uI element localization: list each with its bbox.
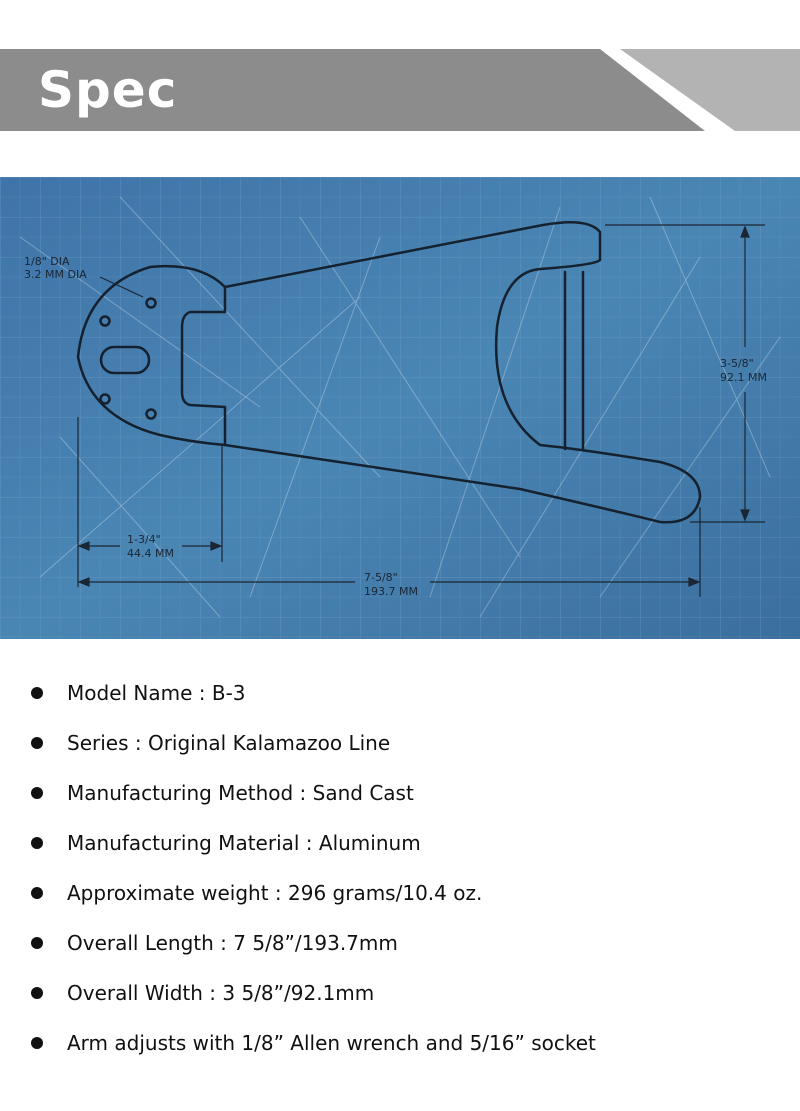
- bullet-icon: [31, 737, 43, 749]
- height-metric-label: 92.1 MM: [720, 371, 767, 384]
- spec-text: Manufacturing Material : Aluminum: [67, 831, 421, 855]
- spec-text: Model Name : B-3: [67, 681, 246, 705]
- page-title: Spec: [38, 61, 178, 119]
- spec-text: Series : Original Kalamazoo Line: [67, 731, 391, 755]
- bullet-icon: [31, 937, 43, 949]
- blueprint-diagram: [0, 177, 800, 639]
- spec-text: Arm adjusts with 1/8” Allen wrench and 5/16” socket: [67, 1031, 596, 1055]
- spec-item-method: [0, 768, 800, 818]
- spec-list: [0, 668, 800, 1068]
- hole-dia-fraction-label: 1/8" DIA: [24, 255, 70, 268]
- bullet-icon: [31, 887, 43, 899]
- length-fraction-label: 7-5/8": [364, 571, 398, 584]
- spec-item-width: [0, 968, 800, 1018]
- spec-item-series: [0, 718, 800, 768]
- base-metric-label: 44.4 MM: [127, 547, 174, 560]
- spec-text: Manufacturing Method : Sand Cast: [67, 781, 414, 805]
- spec-text: Overall Length : 7 5/8”/193.7mm: [67, 931, 398, 955]
- spec-item-weight: [0, 868, 800, 918]
- length-metric-label: 193.7 MM: [364, 585, 418, 598]
- height-fraction-label: 3-5/8": [720, 357, 754, 370]
- bullet-icon: [31, 987, 43, 999]
- spec-item-model-name: [0, 668, 800, 718]
- tailpiece-drawing: [0, 177, 800, 639]
- spec-item-material: [0, 818, 800, 868]
- spec-text: Approximate weight : 296 grams/10.4 oz.: [67, 881, 483, 905]
- bullet-icon: [31, 787, 43, 799]
- hole-dia-metric-label: 3.2 MM DIA: [24, 268, 87, 281]
- spec-text: Overall Width : 3 5/8”/92.1mm: [67, 981, 375, 1005]
- base-fraction-label: 1-3/4": [127, 533, 161, 546]
- bullet-icon: [31, 687, 43, 699]
- bullet-icon: [31, 837, 43, 849]
- spec-item-adjustment: [0, 1018, 800, 1068]
- bullet-icon: [31, 1037, 43, 1049]
- spec-item-length: [0, 918, 800, 968]
